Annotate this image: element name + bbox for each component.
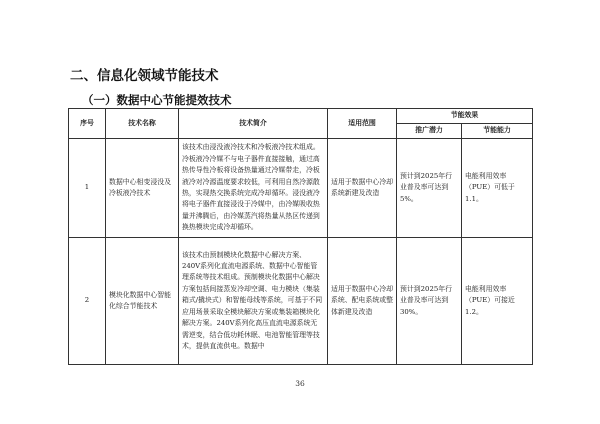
header-capacity: 节能能力 xyxy=(462,124,533,139)
header-intro: 技术简介 xyxy=(179,109,328,139)
subsection-title: （一）数据中心节能提效技术 xyxy=(82,93,232,107)
section-title: 二、信息化领域节能技术 xyxy=(70,68,219,84)
row-capacity: 电能利用效率（PUE）可接近1.2。 xyxy=(462,238,533,365)
row-name: 模块化数据中心智能化综合节能技术 xyxy=(106,238,179,365)
row-potential: 预计到2025年行业普及率可达到30%。 xyxy=(397,238,462,365)
row-scope: 适用于数据中心冷却系统新建及改造 xyxy=(328,139,397,238)
header-effect: 节能效果 xyxy=(397,109,533,124)
row-capacity: 电能利用效率（PUE）可低于1.1。 xyxy=(462,139,533,238)
row-name: 数据中心相变浸没及冷板液冷技术 xyxy=(106,139,179,238)
page-number: 36 xyxy=(295,379,305,388)
header-scope: 适用范围 xyxy=(328,109,397,139)
row-no: 1 xyxy=(69,139,106,238)
row-no: 2 xyxy=(69,238,106,365)
table-row xyxy=(69,139,533,238)
table-row xyxy=(69,238,533,365)
technology-table xyxy=(68,108,533,365)
row-intro: 该技术由预制模块化数据中心解决方案、240V系列化直流电源系统、数据中心智能管理系统等技术组成。预制模块化数据中心解决方案包括间接蒸发冷却空调、电力模块（集装箱式/撬块式）和智能母线等系统，可基于不同应用场景采取全模块解决方案或集装箱模块化解决方案。240V系列化高压直流电源系统无需逆变，结合低功耗休眠、电池智能管理等技术，提供直流供电。数据中 xyxy=(179,238,328,365)
header-potential: 推广潜力 xyxy=(397,124,462,139)
header-name: 技术名称 xyxy=(106,109,179,139)
row-intro: 该技术由浸没液冷技术和冷板液冷技术组成。冷板液冷冷媒不与电子器件直接接触，通过高热传导性冷板将设备热量通过冷媒带走，冷板液冷对冷源温度要求较低，可利用自然冷源散热，实现热交换系统完成冷却循环。浸没液冷将电子器件直接浸没于冷媒中，由冷媒吸收热量并沸腾后，由冷媒蒸汽将热量从热区传递到换热模块完成冷却循环。 xyxy=(179,139,328,238)
row-potential: 预计到2025年行业普及率可达到5%。 xyxy=(397,139,462,238)
row-scope: 适用于数据中心冷却系统、配电系统或整体新建及改造 xyxy=(328,238,397,365)
header-no: 序号 xyxy=(69,109,106,139)
